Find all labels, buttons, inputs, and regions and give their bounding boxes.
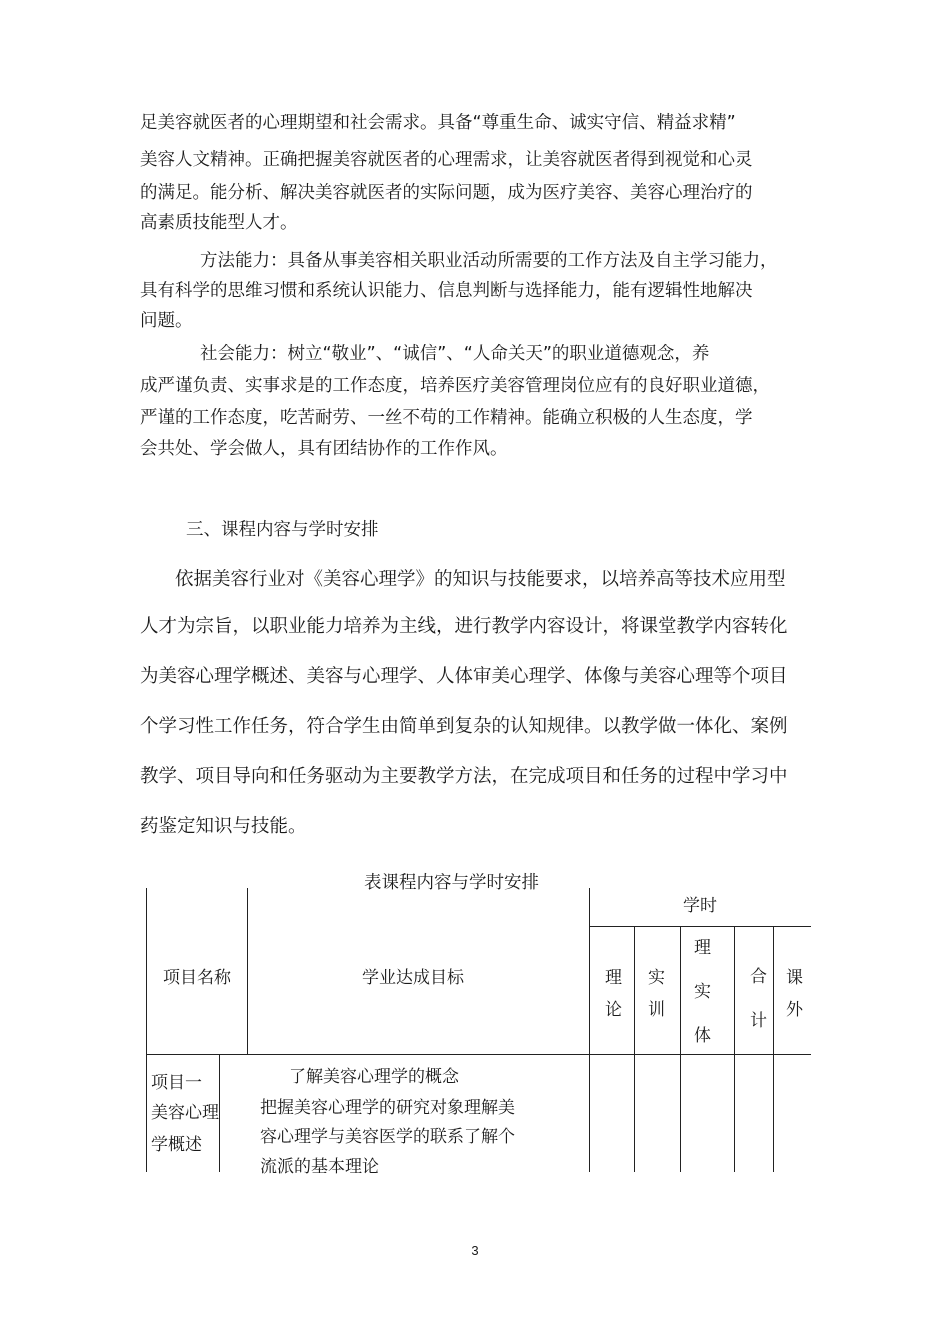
- objective-line: 流派的基本理论: [260, 1157, 379, 1177]
- header-total: 合计: [750, 967, 767, 1031]
- header-extracurricular: 课外: [786, 968, 803, 1020]
- section-body-line: 为美容心理学概述、美容与心理学、人体审美心理学、体像与美容心理等个项目: [140, 666, 788, 687]
- paragraph-line: 的满足。能分析、解决美容就医者的实际问题，成为医疗美容、美容心理治疗的: [140, 183, 753, 203]
- project-name-line: 美容心理: [151, 1103, 219, 1123]
- header-objectives: 学业达成目标: [362, 968, 464, 988]
- paragraph-line: 方法能力：具备从事美容相关职业活动所需要的工作方法及自主学习能力，: [200, 251, 778, 271]
- paragraph-line: 问题。: [140, 311, 193, 331]
- paragraph-line: 足美容就医者的心理期望和社会需求。具备“尊重生命、诚实守信、精益求精”: [140, 113, 736, 133]
- table-caption: 表课程内容与学时安排: [364, 873, 539, 893]
- header-theory: 理论: [605, 968, 622, 1020]
- header-training: 实训: [648, 968, 665, 1020]
- table-border: [680, 926, 681, 1172]
- project-name-line: 学概述: [151, 1135, 202, 1155]
- section-body-line: 依据美容行业对《美容心理学》的知识与技能要求，以培养高等技术应用型: [175, 569, 786, 590]
- paragraph-line: 美容人文精神。正确把握美容就医者的心理需求，让美容就医者得到视觉和心灵: [140, 150, 753, 170]
- paragraph-line: 严谨的工作态度，吃苦耐劳、一丝不苟的工作精神。能确立积极的人生态度，学: [140, 408, 753, 428]
- table-border: [247, 888, 248, 1054]
- table-border: [634, 926, 635, 1172]
- table-border: [219, 1054, 220, 1172]
- section-body-line: 教学、项目导向和任务驱动为主要教学方法，在完成项目和任务的过程中学习中: [140, 766, 788, 787]
- project-name-line: 项目一: [151, 1073, 202, 1093]
- table-border: [734, 926, 735, 1172]
- table-border: [146, 888, 147, 1172]
- section-body-line: 个学习性工作任务，符合学生由简单到复杂的认知规律。以教学做一体化、案例: [140, 716, 788, 737]
- section-body-line: 药鉴定知识与技能。: [140, 816, 307, 837]
- section-heading: 三、课程内容与学时安排: [186, 520, 379, 540]
- paragraph-line: 会共处、学会做人，具有团结协作的工作作风。: [140, 439, 508, 459]
- objective-line: 了解美容心理学的概念: [289, 1067, 459, 1087]
- paragraph-line: 具有科学的思维习惯和系统认识能力、信息判断与选择能力，能有逻辑性地解决: [140, 281, 753, 301]
- objective-line: 容心理学与美容医学的联系了解个: [260, 1127, 515, 1147]
- header-project-name: 项目名称: [163, 968, 231, 988]
- paragraph-line: 成严谨负责、实事求是的工作态度，培养医疗美容管理岗位应有的良好职业道德，: [140, 376, 770, 396]
- paragraph-line: 社会能力：树立“敬业”、“诚信”、“人命关天”的职业道德观念，养: [200, 344, 710, 364]
- header-hours: 学时: [683, 896, 717, 916]
- objective-line: 把握美容心理学的研究对象理解美: [260, 1098, 515, 1118]
- paragraph-line: 高素质技能型人才。: [140, 213, 298, 233]
- page-number: 3: [471, 1243, 479, 1258]
- table-border: [773, 926, 774, 1172]
- table-border: [589, 888, 590, 1172]
- header-integrated: 理实体: [694, 938, 711, 1046]
- section-body-line: 人才为宗旨，以职业能力培养为主线，进行教学内容设计，将课堂教学内容转化: [140, 616, 788, 637]
